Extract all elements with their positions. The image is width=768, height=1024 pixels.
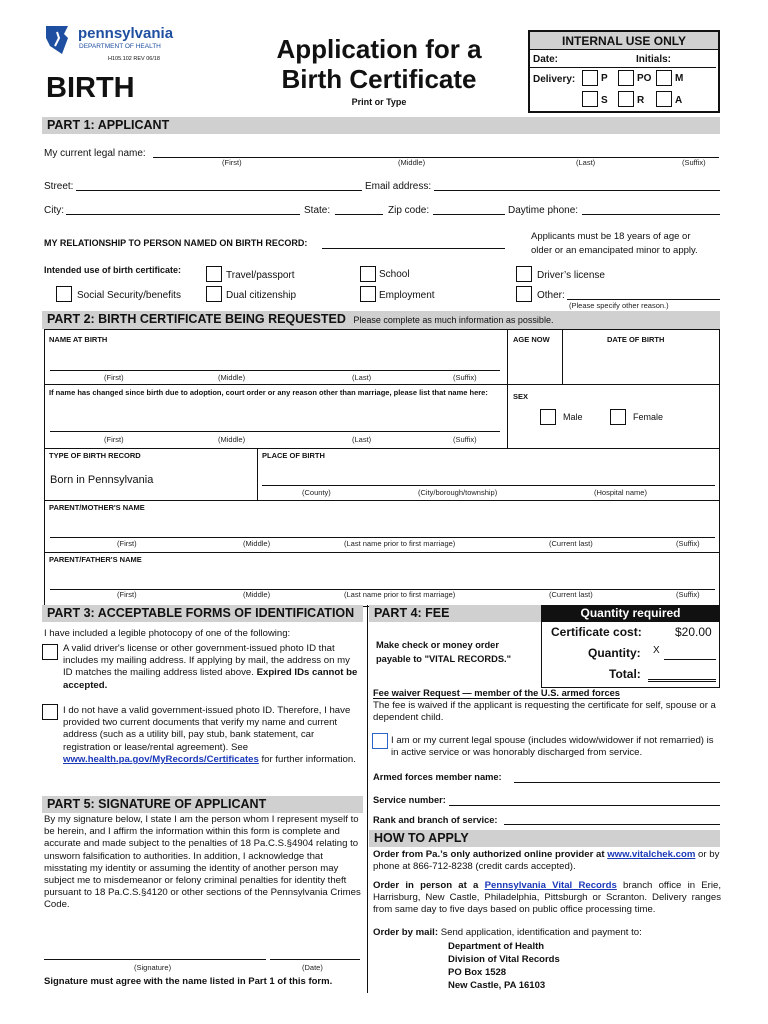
order-by-mail-label: Order by mail: [373, 927, 439, 938]
part3-intro: I have included a legible photocopy of one of the following: [44, 628, 291, 639]
order-online-text: Order from Pa.’s only authorized online provider at [373, 849, 605, 860]
use-travel-checkbox[interactable] [206, 266, 222, 282]
delivery-r-label: R [637, 95, 645, 106]
service-number-label: Service number: [373, 795, 446, 805]
cert-cost-value: $20.00 [675, 625, 712, 639]
use-dual-citizenship-label: Dual citizenship [226, 290, 297, 301]
other-reason-caption: (Please specify other reason.) [569, 301, 669, 310]
id-option2-text: I do not have a valid government-issued photo ID. Therefore, I have provided two current documents that verify my name and current address (such as a utility bill, pay stub, bank statement, car registration or lease/rental agreement). See [63, 705, 351, 753]
signature-caption: (Signature) [134, 963, 172, 972]
vitalchek-link[interactable]: www.vitalchek.com [607, 849, 696, 860]
nab-suffix-caption: (Suffix) [453, 373, 477, 382]
father-current-last-caption: (Current last) [549, 590, 593, 599]
internal-use-title: INTERNAL USE ONLY [530, 32, 718, 50]
order-by-mail [373, 927, 721, 939]
order-online-phone: or by phone at 866-712-8238 (credit cards accepted). [373, 849, 720, 873]
use-social-security-label: Social Security/benefits [77, 290, 181, 301]
signature-date-caption: (Date) [302, 963, 323, 972]
service-number-field[interactable] [449, 794, 720, 806]
father-last-prior-caption: (Last name prior to first marriage) [344, 590, 456, 599]
use-school-checkbox[interactable] [360, 266, 376, 282]
nc-last-caption: (Last) [352, 435, 372, 444]
mother-label: PARENT/MOTHER'S NAME [49, 503, 145, 512]
delivery-m-checkbox[interactable] [656, 70, 672, 86]
part2-subtitle: Please complete as much information as possible. [353, 315, 554, 325]
member-name-field[interactable] [514, 771, 720, 783]
use-employment-checkbox[interactable] [360, 286, 376, 302]
mother-first-caption: (First) [117, 539, 137, 548]
place-of-birth-label: PLACE OF BIRTH [262, 451, 325, 460]
nab-last-caption: (Last) [352, 373, 372, 382]
signature-note: Signature must agree with the name listed in Part 1 of this form. [44, 976, 333, 987]
quantity-required-header: Quantity required [541, 605, 720, 622]
part4-header: PART 4: FEE [369, 605, 541, 622]
mother-name-field[interactable] [50, 524, 715, 538]
phone-field[interactable] [582, 203, 720, 215]
part5-text [44, 814, 362, 912]
state-label: State: [304, 205, 331, 216]
id-option2-checkbox[interactable] [42, 704, 58, 720]
order-by-mail-text: Send application, identification and payment to: [440, 927, 642, 938]
age-note-line1: Applicants must be 18 years of age or [531, 231, 691, 242]
org-dept: DEPARTMENT OF HEALTH [79, 43, 161, 50]
street-label: Street: [44, 181, 74, 192]
id-option1-bold: Expired IDs cannot be accepted. [63, 667, 358, 691]
use-other-checkbox[interactable] [516, 286, 532, 302]
nab-first-caption: (First) [104, 373, 124, 382]
sex-male-checkbox[interactable] [540, 409, 556, 425]
use-school-label: School [379, 269, 410, 280]
delivery-po-checkbox[interactable] [618, 70, 634, 86]
use-drivers-license-label: Driver’s license [537, 270, 605, 281]
state-field[interactable] [335, 203, 383, 215]
id-option1-checkbox[interactable] [42, 644, 58, 660]
use-employment-label: Employment [379, 290, 435, 301]
sex-female-label: Female [633, 412, 664, 422]
id-option2-tail: for further information. [261, 753, 356, 765]
delivery-a-checkbox[interactable] [656, 91, 672, 107]
phone-label: Daytime phone: [508, 205, 579, 216]
member-name-label: Armed forces member name: [373, 772, 502, 782]
nab-middle-caption: (Middle) [218, 373, 246, 382]
waiver-text [373, 700, 720, 724]
how-to-apply-header: HOW TO APPLY [369, 830, 720, 847]
delivery-s-checkbox[interactable] [582, 91, 598, 107]
city-field[interactable] [66, 203, 300, 215]
age-now-label: AGE NOW [513, 335, 550, 344]
nc-middle-caption: (Middle) [218, 435, 246, 444]
quantity-field[interactable] [664, 647, 716, 660]
use-dual-citizenship-checkbox[interactable] [206, 286, 222, 302]
father-label: PARENT/FATHER'S NAME [49, 555, 142, 564]
part5-paragraph: By my signature below, I state I am the person whom I represent myself to be herein, and I affirm the information within this form is complete and accurate and made subject to the penalties of 18 Pa.C.S.§4904 relating to unsworn falsification to authorities. In addition, I acknowledge that misstating my identity or assuming the identity of another person may subject me to misdemeanor or felony criminal penalties for identity theft pursuant to 18 Pa.C.S.§4120 or other sections of the Pennsylvania Crimes Code. [44, 814, 361, 911]
part2-header [42, 311, 720, 329]
part1-header: PART 1: APPLICANT [42, 117, 720, 134]
mother-middle-caption: (Middle) [243, 539, 271, 548]
delivery-po-label: PO [637, 73, 652, 84]
order-in-person-detail: branch office in Erie, Harrisburg, New Castle, Philadelphia, Pittsburgh or Scranton. Delivery ranges from same day to five days based on public office processing time. [373, 880, 721, 916]
mother-last-prior-caption: (Last name prior to first marriage) [344, 539, 456, 548]
total-label: Total: [609, 667, 641, 681]
record-type-label: TYPE OF BIRTH RECORD [49, 451, 141, 460]
part5-header: PART 5: SIGNATURE OF APPLICANT [42, 796, 363, 813]
pob-city-caption: (City/borough/township) [418, 488, 498, 497]
zip-field[interactable] [433, 203, 505, 215]
internal-initials-label: Initials: [636, 54, 672, 65]
email-field[interactable] [434, 179, 720, 191]
name-changed-label: If name has changed since birth due to adoption, court order or any reason other than marriage, please list that name here: [49, 388, 488, 397]
age-note-line2: older or an emancipated minor to apply. [531, 245, 698, 256]
use-travel-label: Travel/passport [226, 270, 295, 281]
place-of-birth-field[interactable] [262, 472, 715, 486]
check-note: Make check or money order payable to "VITAL RECORDS." [376, 640, 512, 664]
city-label: City: [44, 205, 64, 216]
signature-field[interactable] [44, 950, 266, 960]
mail-address-line3: PO Box 1528 [448, 967, 507, 978]
certificates-link[interactable]: www.health.pa.gov/MyRecords/Certificates [63, 753, 259, 765]
pob-hospital-caption: (Hospital name) [594, 488, 647, 497]
delivery-a-label: A [675, 95, 683, 106]
father-first-caption: (First) [117, 590, 137, 599]
vital-records-link[interactable]: Pennsylvania Vital Records [484, 880, 617, 891]
print-note: Print or Type [351, 97, 407, 107]
relationship-label: MY RELATIONSHIP TO PERSON NAMED ON BIRTH RECORD: [44, 238, 308, 248]
legal-name-label: My current legal name: [44, 148, 146, 159]
id-option1-text: A valid driver's license or other government-issued photo ID that includes my mailing address. If applying by mail, the address on my ID matches the mailing address listed above. [63, 643, 350, 679]
mother-suffix-caption: (Suffix) [676, 539, 700, 548]
internal-date-label: Date: [533, 54, 559, 65]
record-type: BIRTH [46, 72, 135, 104]
delivery-s-label: S [601, 95, 608, 106]
delivery-r-checkbox[interactable] [618, 91, 634, 107]
legal-first-caption: (First) [222, 158, 242, 167]
rank-branch-field[interactable] [504, 813, 720, 825]
order-online [373, 849, 721, 873]
pa-logo [44, 24, 70, 56]
form-code: H105.102 REV 06/18 [108, 56, 160, 62]
mother-current-last-caption: (Current last) [549, 539, 593, 548]
relationship-field[interactable] [322, 237, 505, 249]
sex-male-label: Male [563, 412, 583, 422]
use-drivers-license-checkbox[interactable] [516, 266, 532, 282]
mail-address-line1: Department of Health [448, 941, 545, 952]
total-field[interactable] [648, 668, 716, 682]
quantity-label: Quantity: [588, 646, 641, 660]
rank-branch-label: Rank and branch of service: [373, 815, 498, 825]
internal-delivery-label: Delivery: [533, 74, 576, 85]
mail-address-line4: New Castle, PA 16103 [448, 980, 546, 991]
use-social-security-checkbox[interactable] [56, 286, 72, 302]
legal-suffix-caption: (Suffix) [682, 158, 706, 167]
org-name: pennsylvania [78, 25, 174, 42]
street-field[interactable] [76, 179, 362, 191]
delivery-m-label: M [675, 73, 684, 84]
email-label: Email address: [365, 181, 432, 192]
name-at-birth-field[interactable] [50, 357, 500, 371]
armed-forces-statement [391, 735, 723, 759]
record-type-value: Born in Pennsylvania [50, 474, 154, 486]
armed-forces-statement-text: I am or my current legal spouse (includes widow/widower if not remarried) is in active service or was honorably discharged from service. [391, 735, 714, 759]
father-middle-caption: (Middle) [243, 590, 271, 599]
armed-forces-checkbox[interactable] [372, 733, 388, 749]
zip-label: Zip code: [388, 205, 430, 216]
page-title-line2: Birth Certificate [281, 64, 477, 94]
order-in-person [373, 880, 721, 917]
father-name-field[interactable] [50, 576, 715, 590]
legal-name-field[interactable] [153, 146, 719, 158]
cert-cost-label: Certificate cost: [551, 625, 642, 639]
sex-label: SEX [513, 392, 529, 401]
part2-title: PART 2: BIRTH CERTIFICATE BEING REQUESTED [47, 312, 346, 326]
id-option1 [63, 643, 360, 692]
nc-first-caption: (First) [104, 435, 124, 444]
use-other-label: Other: [537, 290, 565, 301]
name-at-birth-label: NAME AT BIRTH [49, 335, 108, 344]
delivery-p-label: P [601, 73, 608, 84]
legal-last-caption: (Last) [576, 158, 596, 167]
page-title-line1: Application for a [276, 34, 482, 64]
mail-address [448, 940, 560, 992]
legal-middle-caption: (Middle) [398, 158, 426, 167]
quantity-x: X [653, 645, 660, 656]
part3-header: PART 3: ACCEPTABLE FORMS OF IDENTIFICATION [42, 605, 363, 622]
waiver-text-paragraph: The fee is waived if the applicant is requesting the certificate for self, spouse or a dependent child. [373, 700, 716, 724]
mail-address-line2: Division of Vital Records [448, 954, 560, 965]
waiver-title: Fee waiver Request — member of the U.S. armed forces [373, 688, 620, 698]
dob-label: DATE OF BIRTH [607, 335, 665, 344]
delivery-p-checkbox[interactable] [582, 70, 598, 86]
pob-county-caption: (County) [302, 488, 331, 497]
other-reason-field[interactable] [567, 288, 720, 300]
nc-suffix-caption: (Suffix) [453, 435, 477, 444]
name-changed-field[interactable] [50, 420, 500, 432]
intended-use-label: Intended use of birth certificate: [44, 265, 182, 275]
signature-date-field[interactable] [270, 950, 360, 960]
id-option2 [63, 705, 360, 766]
sex-female-checkbox[interactable] [610, 409, 626, 425]
order-in-person-text: Order in person at a [373, 880, 479, 891]
father-suffix-caption: (Suffix) [676, 590, 700, 599]
